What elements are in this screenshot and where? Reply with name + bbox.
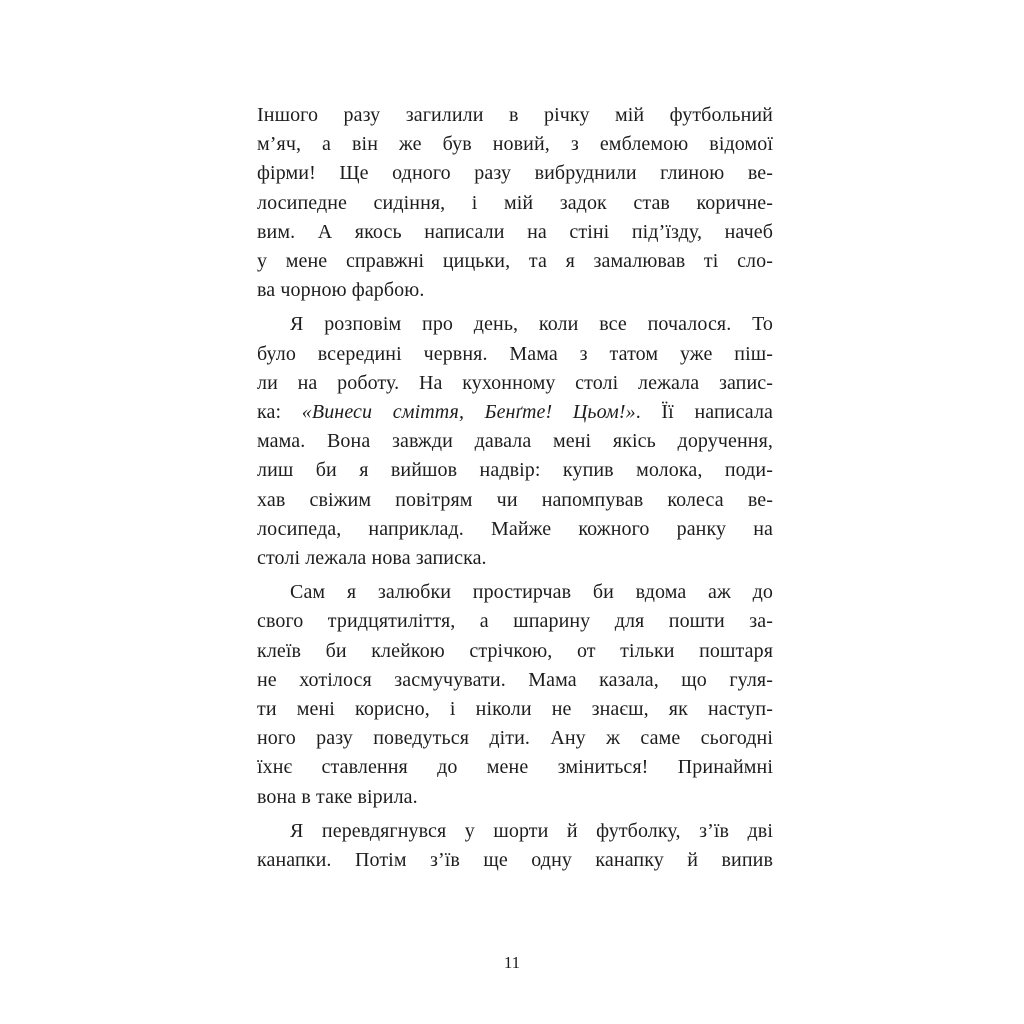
- text-line: хав свіжим повітрям чи напомпував колеса ве-: [257, 488, 773, 511]
- paragraph-2: [257, 310, 773, 573]
- text-line: лиш би я вийшов надвір: купив молока, поди-: [257, 459, 773, 482]
- text-line: у мене справжні цицьки, та я замалював ті сло-: [257, 250, 773, 273]
- text-line: лосипедне сидіння, і мій задок став коричне-: [257, 191, 773, 214]
- text-line: клеїв би клейкою стрічкою, от тільки поштаря: [257, 639, 773, 662]
- paragraph-1: [257, 101, 773, 305]
- text-line: не хотілося засмучувати. Мама казала, що гуля-: [257, 668, 773, 691]
- text-segment: ка:: [257, 401, 302, 424]
- text-line: ного разу поведуться діти. Ану ж саме сьогодні: [257, 727, 773, 750]
- text-line: м’яч, а він же був новий, з емблемою відомої: [257, 133, 773, 156]
- text-line: мама. Вона завжди давала мені якісь доручення,: [257, 430, 773, 453]
- paragraph-3: [257, 578, 773, 812]
- text-line: їхнє ставлення до мене зміниться! Принаймні: [257, 756, 773, 779]
- text-line: столі лежала нова записка.: [257, 547, 487, 570]
- text-line: ва чорною фарбою.: [257, 279, 425, 302]
- text-line: [257, 398, 773, 427]
- text-line: вим. А якось написали на стіні під’їзду, начеб: [257, 220, 773, 243]
- text-line: свого тридцятиліття, а шпарину для пошти за-: [257, 610, 773, 633]
- text-line: фірми! Ще одного разу вибруднили глиною ве-: [257, 162, 773, 185]
- text-segment: . Її написала: [635, 401, 773, 424]
- text-line: канапки. Потім з’їв ще одну канапку й випив: [257, 849, 773, 872]
- text-line: Я розповім про день, коли все почалося. То: [290, 313, 773, 336]
- text-line: лосипеда, наприклад. Майже кожного ранку на: [257, 517, 773, 540]
- page-footer: [0, 953, 1024, 973]
- text-line: ли на роботу. На кухонному столі лежала запис-: [257, 371, 773, 394]
- page-number: 11: [503, 953, 521, 972]
- paragraph-4: [257, 817, 773, 875]
- text-line: Іншого разу загилили в річку мій футбольний: [257, 104, 773, 126]
- text-line: Я перевдягнувся у шорти й футболку, з’їв дві: [290, 819, 773, 842]
- mom-note-italic: «Винеси сміття, Бенґте! Цьом!»: [301, 401, 636, 424]
- text-line: було всередині червня. Мама з татом уже піш-: [257, 342, 773, 365]
- page-text-block: [257, 101, 773, 875]
- text-line: вона в таке вірила.: [257, 785, 418, 808]
- text-line: ти мені корисно, і ніколи не знаєш, як наступ-: [257, 698, 773, 721]
- text-line: Сам я залюбки простирчав би вдома аж до: [290, 581, 773, 604]
